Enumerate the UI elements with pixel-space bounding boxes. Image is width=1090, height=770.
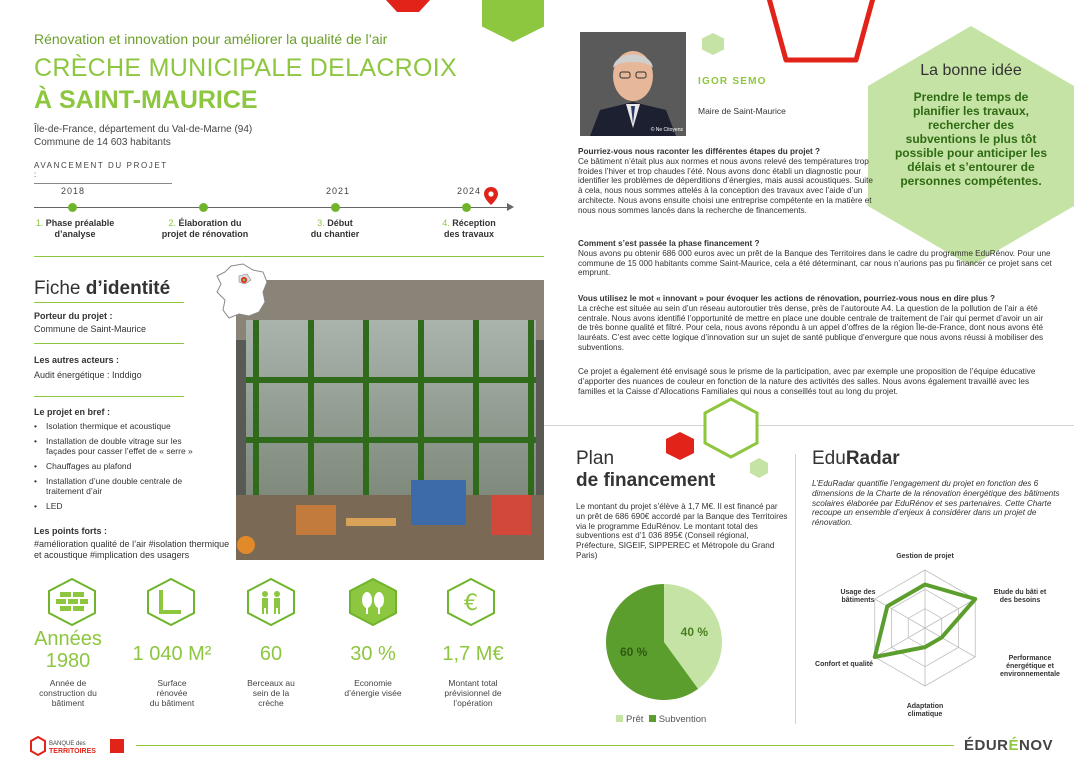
legend-swatch bbox=[616, 715, 623, 722]
timeline-step-3 bbox=[290, 218, 380, 240]
timeline-year: 2021 bbox=[326, 186, 351, 196]
list-item: • LED bbox=[34, 501, 224, 511]
fiche-title-light: Fiche bbox=[34, 278, 86, 299]
eduradar-chart bbox=[812, 548, 1072, 728]
timeline-dot bbox=[331, 203, 340, 212]
interview-block-2 bbox=[578, 239, 1052, 278]
forts-label: Les points forts : bbox=[34, 526, 108, 536]
radar-axis-label: Etude du bâti et des besoins bbox=[993, 589, 1047, 604]
legend-label: Prêt bbox=[626, 714, 644, 725]
brick-wall-icon bbox=[47, 578, 97, 626]
fiche-title bbox=[34, 278, 170, 300]
kpi-value-montant: 1,7 M€ bbox=[442, 643, 504, 665]
radar-text: L’EduRadar quantifie l’engagement du projet en fonction des 6 dimensions de la Charte de la rénovation énergétique des bâtiments scolaires élaborée par EduRénov et ses partenaires. Cette Charte recoupe un ensemble d’enjeux à considérer dans un projet de rénovation. bbox=[812, 479, 1060, 528]
kpi-label-economie bbox=[323, 678, 423, 698]
fiche-divider bbox=[34, 396, 184, 397]
step-label-line2: du chantier bbox=[310, 229, 360, 239]
kpi-label-line: prévisionnel de bbox=[444, 688, 502, 698]
idea-text: Prendre le temps de planifier les travaux, rechercher des subventions le plus tôt possible pour anticiper les délais et s’entourer de personnes compétentes. bbox=[894, 90, 1048, 188]
porteur-value: Commune de Saint-Maurice bbox=[34, 324, 147, 334]
kpi-label-line: d’énergie visée bbox=[344, 688, 402, 698]
decorative-red-hexagon bbox=[666, 432, 694, 460]
decorative-red-outline-hexagon bbox=[756, 0, 886, 70]
decorative-green-outline-hexagon bbox=[702, 396, 760, 460]
step-number: 1. bbox=[35, 218, 44, 228]
fiche-divider bbox=[34, 302, 184, 303]
timeline-dot bbox=[199, 203, 208, 212]
kpi-value-line: Années bbox=[34, 628, 102, 650]
kpi-label-line: Année de bbox=[49, 678, 87, 688]
forts-value: #amélioration qualité de l’air #isolation thermique et acoustique #implication des usagers bbox=[34, 539, 230, 560]
kpi-label-line: Berceaux au bbox=[247, 678, 295, 688]
radar-axis-label: Usage des bâtiments bbox=[840, 589, 876, 604]
kpi-label-surface bbox=[120, 678, 224, 708]
edurenov-logo bbox=[964, 737, 1053, 754]
timeline-step-2 bbox=[146, 218, 264, 240]
legend-swatch bbox=[649, 715, 656, 722]
kpi-value-berceaux: 60 bbox=[259, 643, 283, 665]
pie-legend bbox=[616, 714, 706, 725]
radar-title-light: Edu bbox=[812, 448, 846, 469]
kpi-value-surface: 1 040 M² bbox=[132, 643, 212, 665]
interview-block-4 bbox=[578, 367, 1052, 396]
kpi-label-line: Economie bbox=[354, 678, 392, 688]
interview-answer: Nous avons pu obtenir 686 000 euros avec un prêt de la Banque des Territoires dans le cadre du programme EduRénov. Pour une commune de 15 000 habitants comme Saint-Maurice, cela a été déterminant, car nous n’aurions pas pu financer ce projet sans cet emprunt. bbox=[578, 248, 1052, 278]
fiche-title-bold: d’identité bbox=[85, 278, 171, 299]
interview-answer: La crèche est située au sein d’un réseau autoroutier très dense, près de l’autoroute A4. La question de la pollution de l’air a été centrale. Nous avons identifié l’opportunité de mettre en place une double centrale de traitement de l’air qui permet d’avoir un air de très bonne qualité et filtré. Pour cela, nous avons répondu à un appel d’offres de la région Île-de-France, dont nous avons été lauréats. C’est avec cette logique d’innovation sur un sujet de santé publique d’envergure que nous avons réussi à mobiliser des subventions. bbox=[578, 303, 1044, 352]
interview-question: Comment s’est passée la phase financement ? bbox=[578, 239, 760, 248]
acteurs-label: Les autres acteurs : bbox=[34, 355, 120, 365]
plan-title-bold: de financement bbox=[576, 470, 716, 491]
children-icon bbox=[246, 578, 296, 626]
photo-credit: © Ne Citoyens bbox=[650, 127, 683, 133]
edurenov-logo-part: NOV bbox=[1019, 737, 1054, 754]
location-population: Commune de 14 603 habitants bbox=[34, 137, 171, 148]
radar-axis-label: Adaptation climatique bbox=[906, 703, 944, 718]
decorative-hexagon bbox=[750, 458, 768, 478]
france-map-icon bbox=[213, 262, 271, 320]
list-item: • Chauffages au plafond bbox=[34, 461, 224, 471]
acteurs-value: Audit énergétique : Inddigo bbox=[34, 370, 142, 380]
decorative-red-hexagon bbox=[386, 0, 430, 12]
plan-title: Plan bbox=[576, 448, 615, 469]
svg-text:TERRITOIRES: TERRITOIRES bbox=[49, 748, 96, 755]
porteur-label: Porteur du projet : bbox=[34, 311, 113, 321]
radar-title-bold: Radar bbox=[845, 448, 900, 469]
footer-line bbox=[136, 745, 954, 746]
timeline-dot bbox=[68, 203, 77, 212]
kpi-label-line: Montant total bbox=[448, 678, 498, 688]
step-label-line1: Phase préalable bbox=[45, 218, 115, 228]
radar-axis-label: Performance énergétique et environnementale bbox=[1000, 655, 1060, 678]
page-title-location: À SAINT-MAURICE bbox=[34, 86, 258, 114]
portrait-photo bbox=[580, 32, 686, 136]
kpi-value-line: 1980 bbox=[45, 650, 91, 672]
bref-label: Le projet en bref : bbox=[34, 407, 111, 417]
kpi-label-berceaux bbox=[226, 678, 316, 708]
fiche-divider bbox=[34, 343, 184, 344]
euro-icon bbox=[446, 578, 496, 626]
interview-answer: Ce bâtiment n’était plus aux normes et nous avons relevé des températures trop froides l’hiver et trop chaudes l’été. Nous avons donc établi un diagnostic pour identifier les problèmes de déperditions d’énergies, mais aussi acoustiques. Suite à cela, nous nous sommes attelés à la conception des travaux avec l’aide d’un architecte. Nous avons ensuite choisi une entreprise compétente en la matière et nous nous sommes lancés dans la recherche de financements. bbox=[578, 156, 873, 215]
svg-text:€: € bbox=[464, 591, 478, 616]
edurenov-logo-accent: É bbox=[1008, 737, 1020, 754]
location-region: Île-de-France, département du Val-de-Marne (94) bbox=[34, 124, 253, 135]
interviewee-role: Maire de Saint-Maurice bbox=[698, 106, 786, 116]
interview-block-1 bbox=[578, 147, 878, 216]
financing-pie-chart bbox=[604, 582, 724, 702]
interview-answer: Ce projet a également été envisagé sous le prisme de la participation, avec par exemple une proposition de l’équipe éducative d’apporter des nuances de couleur en fonction de la nature des activités des salles. Nous avons également travaillé avec les familles et la Caisse d’Allocations Familiales qui nous a conseillés tout au long du projet. bbox=[578, 367, 1036, 396]
idea-title: La bonne idée bbox=[920, 62, 1022, 79]
section-divider bbox=[34, 256, 544, 257]
pie-slice-label: 60 % bbox=[619, 644, 648, 659]
location-pin-icon bbox=[484, 187, 498, 205]
radar-axis bbox=[925, 599, 975, 628]
kpi-value-economie: 30 % bbox=[350, 643, 396, 665]
timeline-arrow-icon bbox=[507, 203, 514, 211]
interview-question: Pourriez-vous nous raconter les différentes étapes du projet ? bbox=[578, 147, 821, 156]
step-number: 4. bbox=[442, 218, 450, 228]
page-title: CRÈCHE MUNICIPALE DELACROIX bbox=[34, 54, 457, 82]
kpi-label-montant bbox=[426, 678, 520, 708]
decorative-hexagon bbox=[702, 33, 724, 55]
timeline-step-4 bbox=[424, 218, 514, 240]
timeline-line bbox=[34, 207, 509, 208]
step-label-line2: projet de rénovation bbox=[161, 229, 249, 239]
radar-axis-label: Confort et qualité bbox=[815, 661, 873, 668]
kpi-label-line: Surface bbox=[157, 678, 187, 688]
trees-icon bbox=[348, 578, 398, 626]
timeline-dot bbox=[462, 203, 471, 212]
section-divider bbox=[544, 425, 1074, 426]
list-item: • Installation d’une double centrale de traitement d’air bbox=[34, 476, 194, 496]
radar-axis-label: Gestion de projet bbox=[896, 553, 954, 560]
kpi-label-line: construction du bbox=[39, 688, 97, 698]
pie-slice-label: 40 % bbox=[680, 625, 709, 640]
step-number: 3. bbox=[317, 218, 325, 228]
kpi-label-years bbox=[22, 678, 114, 708]
step-number: 2. bbox=[168, 218, 176, 228]
kpi-label-line: sein de la bbox=[252, 688, 290, 698]
step-label-line1: Réception bbox=[452, 218, 496, 228]
step-label-line1: Élaboration du bbox=[178, 218, 242, 228]
list-item: • Installation de double vitrage sur les façades pour casser l’effet de « serre » bbox=[34, 436, 194, 456]
timeline-year: 2024 bbox=[457, 186, 482, 196]
step-label-line2: des travaux bbox=[443, 229, 495, 239]
page-subtitle: Rénovation et innovation pour améliorer la qualité de l’air bbox=[34, 31, 388, 47]
edurenov-logo-part: ÉDUR bbox=[964, 737, 1009, 754]
column-divider bbox=[795, 454, 796, 724]
kpi-label-line: du bâtiment bbox=[149, 698, 195, 708]
banque-des-territoires-logo bbox=[30, 736, 126, 756]
kpi-label-line: rénovée bbox=[156, 688, 188, 698]
step-label-line2: d’analyse bbox=[54, 229, 96, 239]
list-item: • Isolation thermique et acoustique bbox=[34, 421, 224, 431]
creche-interior-photo bbox=[236, 280, 544, 560]
kpi-value-years bbox=[22, 628, 114, 672]
step-label-line1: Début bbox=[327, 218, 353, 228]
kpi-label-line: crèche bbox=[258, 698, 284, 708]
kpi-label-line: bâtiment bbox=[51, 698, 85, 708]
interviewee-name: IGOR SEMO bbox=[698, 76, 767, 87]
bref-list bbox=[34, 421, 224, 516]
svg-text:BANQUE des: BANQUE des bbox=[49, 741, 86, 747]
portrait-illustration bbox=[580, 32, 686, 136]
legend-label: Subvention bbox=[658, 714, 707, 725]
kpi-label-line: l’opération bbox=[453, 698, 493, 708]
decorative-green-hexagon bbox=[482, 0, 544, 42]
interview-question: Vous utilisez le mot « innovant » pour évoquer les actions de rénovation, pourriez-vous nous en dire plus ? bbox=[578, 294, 996, 303]
plan-text: Le montant du projet s’élève à 1,7 M€. Il est financé par un prêt de 686 690€ accordé par la Banque des Territoires via le programme EduRénov. Le montant total des subventions est d’1 036 895€ (Conseil régional, Préfecture, SIGEIF, SIPPEREC et Métropole du Grand Paris) bbox=[576, 502, 788, 560]
interview-block-3 bbox=[578, 294, 1052, 353]
surface-area-icon bbox=[146, 578, 196, 626]
timeline-step-1 bbox=[20, 218, 130, 240]
radar-title bbox=[812, 448, 900, 470]
timeline-year: 2018 bbox=[61, 186, 86, 196]
timeline-heading: AVANCEMENT DU PROJET : bbox=[34, 161, 172, 184]
